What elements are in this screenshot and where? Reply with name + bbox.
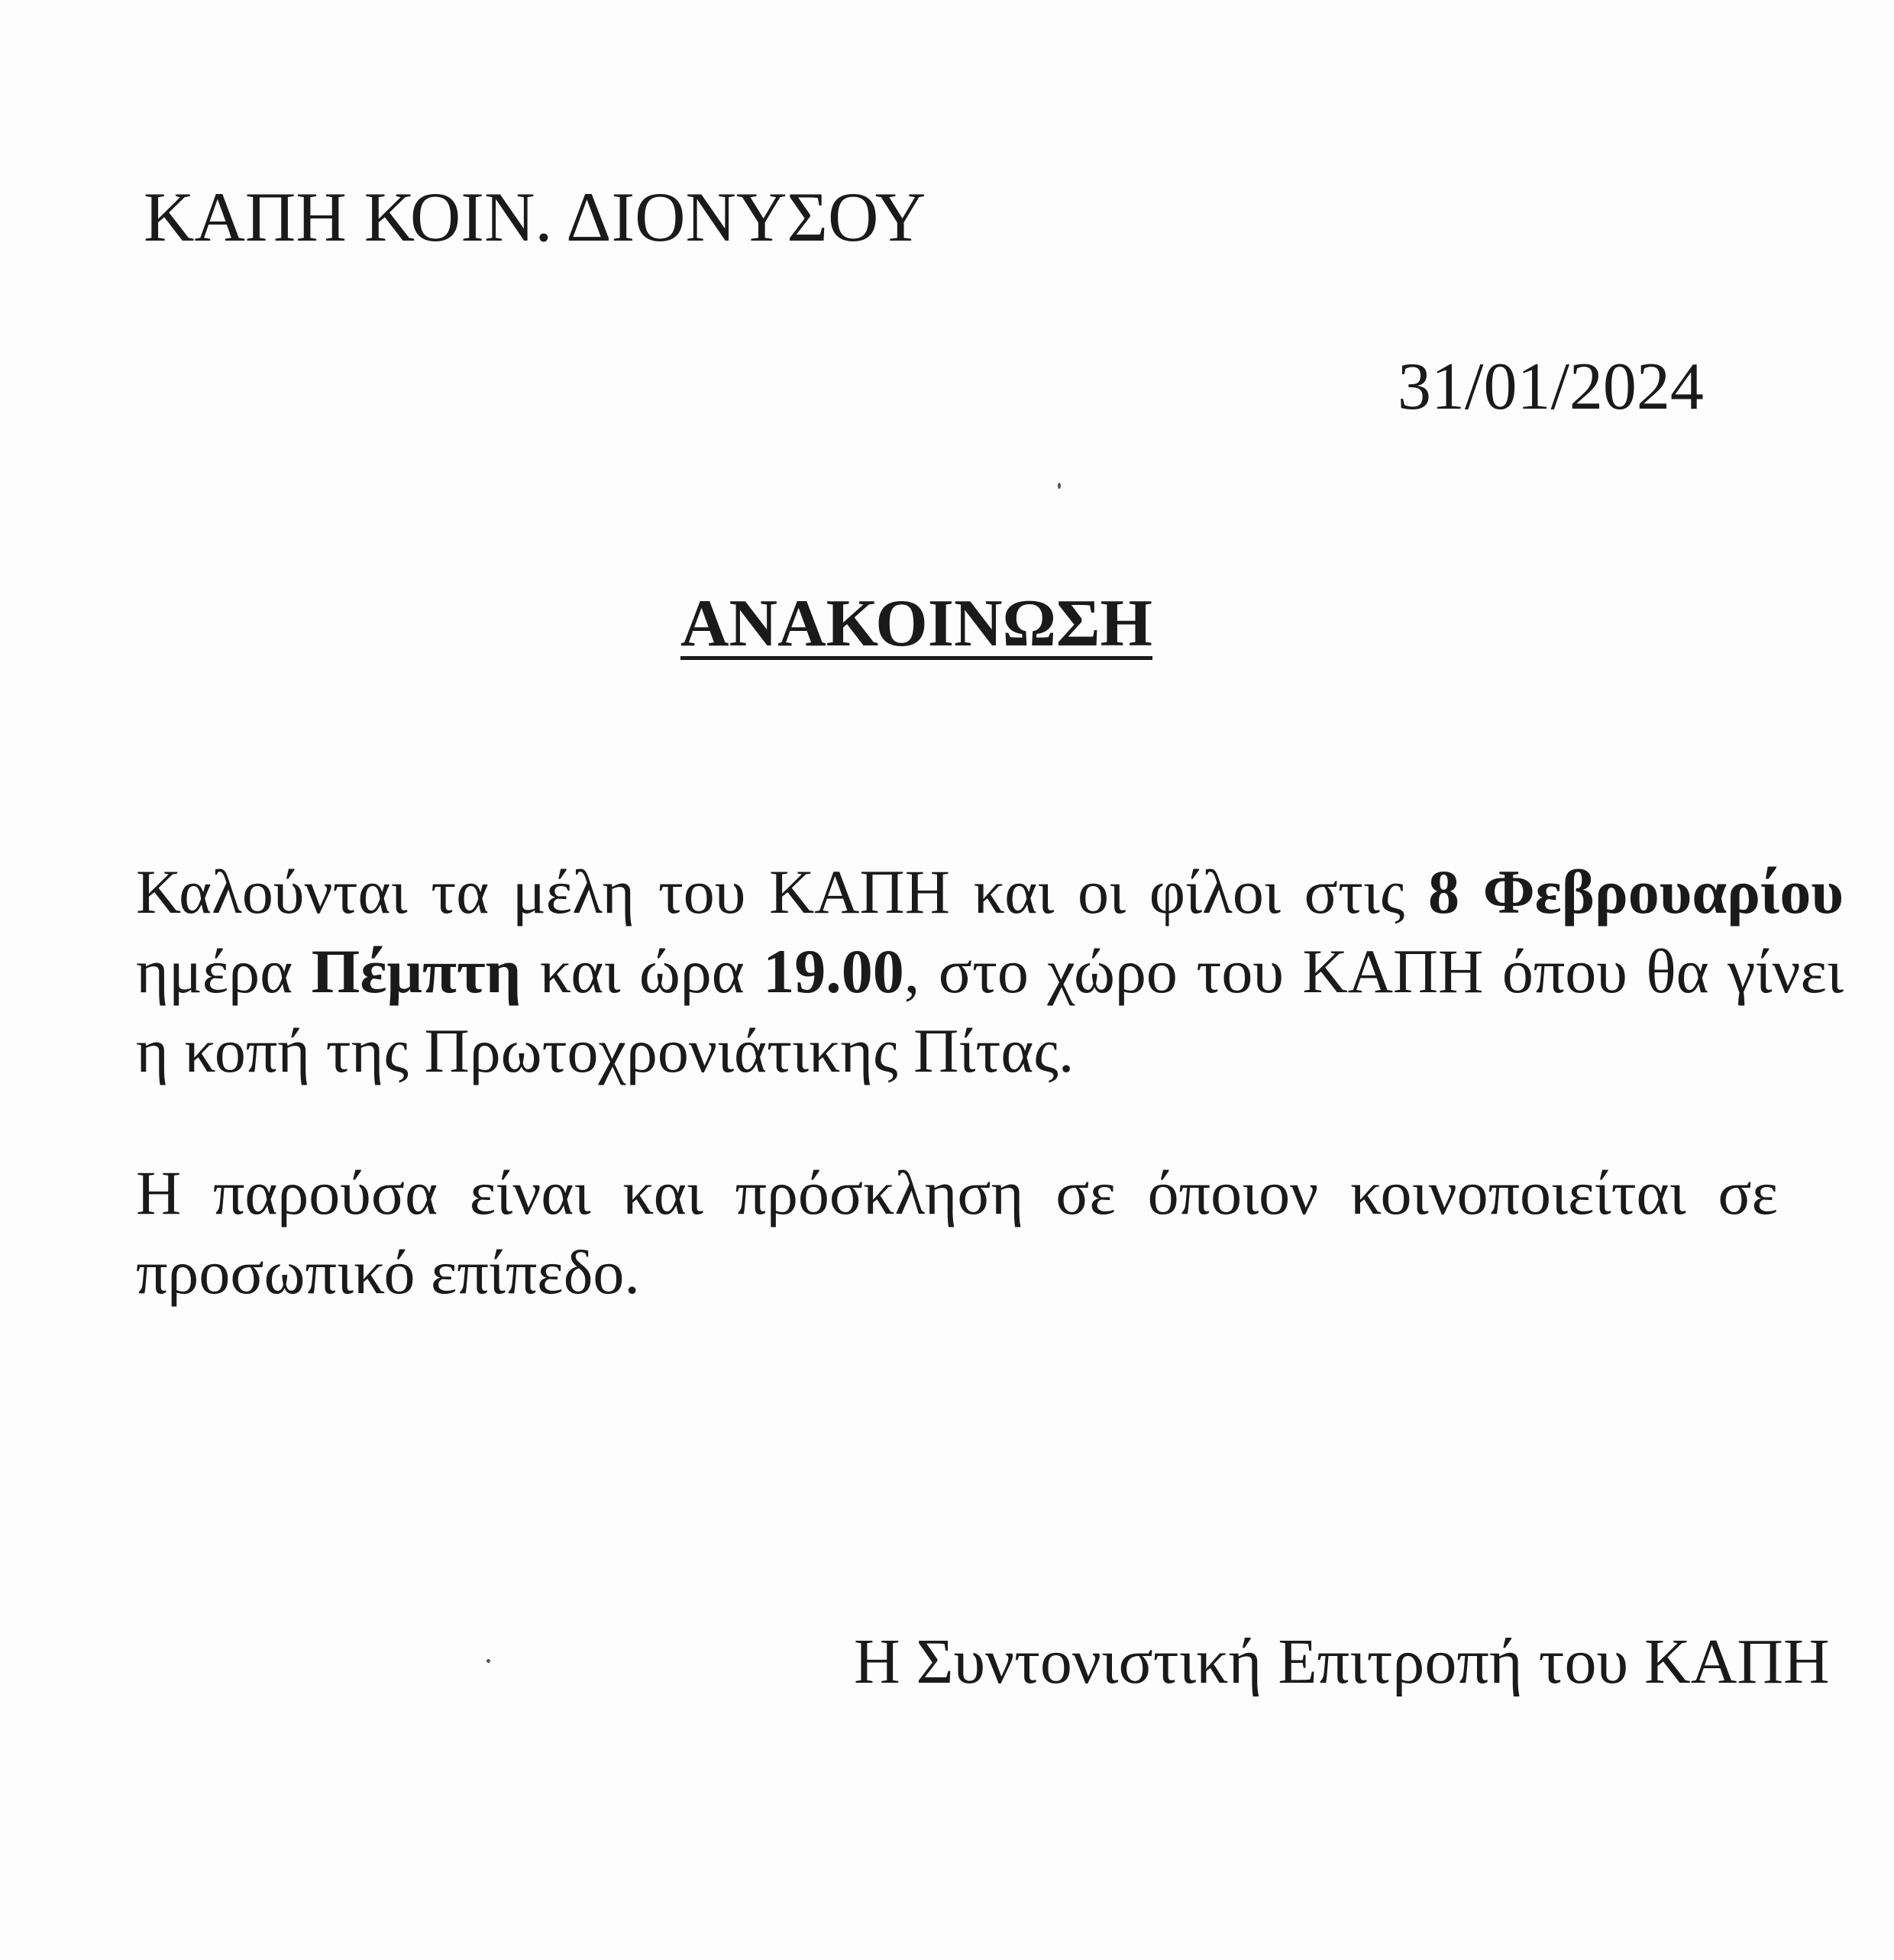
- event-time: 19.00: [763, 936, 904, 1006]
- paragraph-text: και ώρα: [521, 936, 764, 1006]
- organization-header: ΚΑΠΗ ΚΟΙΝ. ΔΙΟΝΥΣΟΥ: [144, 178, 926, 256]
- event-date: 8 Φεβρουαρίου: [1428, 857, 1844, 927]
- scan-speck: [1058, 483, 1061, 489]
- invitation-paragraph: Η παρούσα είναι και πρόσκληση σε όποιον κοινοποιείται σε προσωπικό επίπεδο.: [136, 1158, 1778, 1307]
- document-title: ΑΝΑΚΟΙΝΩΣΗ: [680, 587, 1153, 661]
- paragraph-text: Καλούνται τα μέλη του ΚΑΠΗ και οι φίλοι στις: [136, 857, 1428, 927]
- announcement-paragraph: [136, 852, 1844, 1091]
- scan-speck: [486, 1659, 490, 1663]
- paragraph-text: ημέρα: [136, 936, 312, 1006]
- event-day: Πέμπτη: [311, 936, 522, 1006]
- document-date: 31/01/2024: [1398, 350, 1704, 424]
- document-title-row: [0, 585, 1894, 662]
- signature-line: Η Συντονιστική Επιτροπή του ΚΑΠΗ: [854, 1626, 1830, 1697]
- paragraph-text: , στο χώρο του ΚΑΠΗ όπου θα γίνει η κοπή της Πρωτοχρονιάτικης Πίτας.: [136, 936, 1844, 1085]
